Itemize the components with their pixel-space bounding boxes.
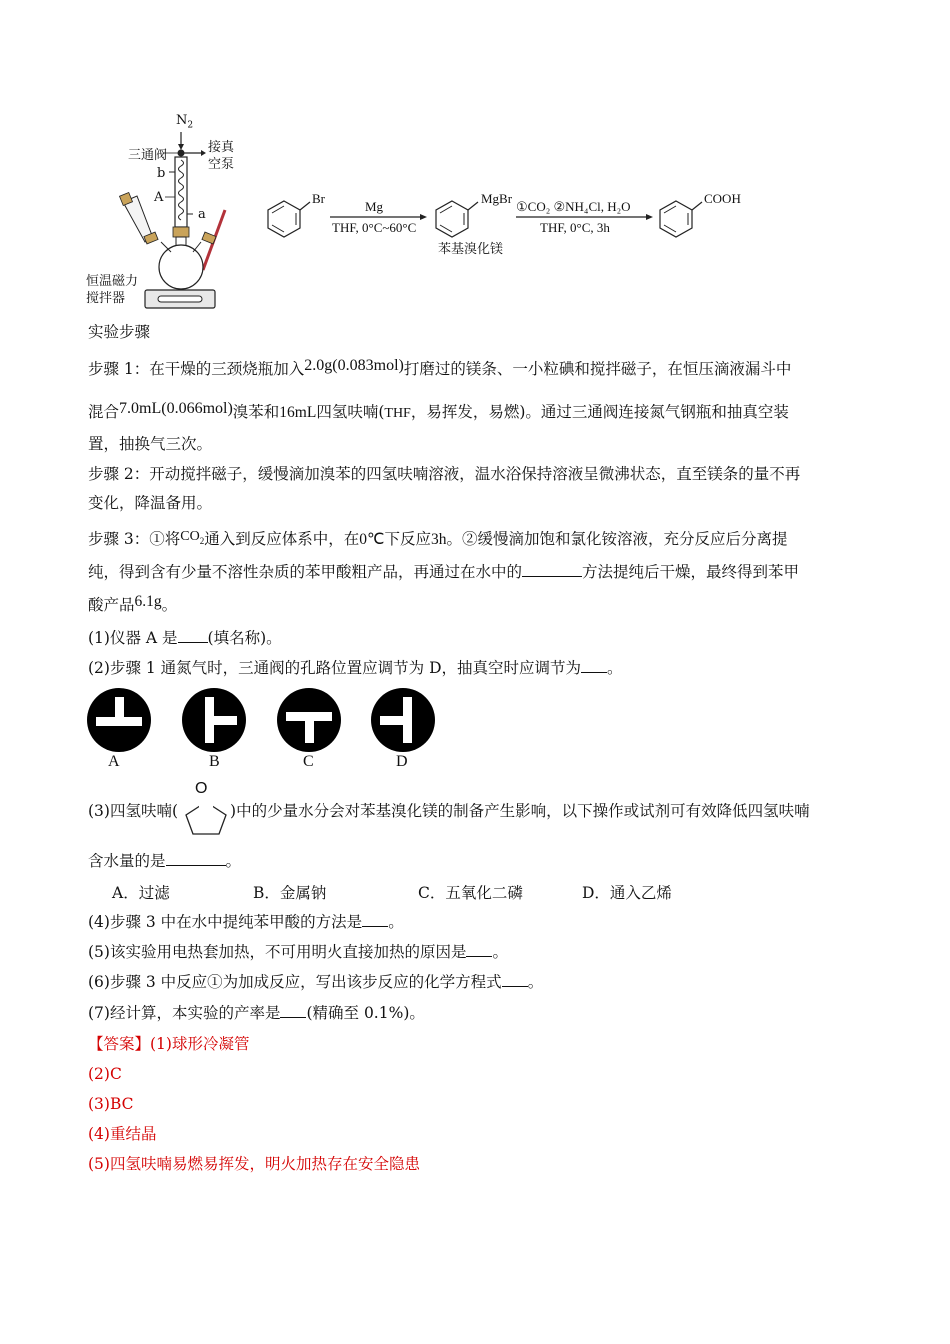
condition-1: THF, 0°C~60°C xyxy=(332,220,417,235)
intermediate-name: 苯基溴化镁 xyxy=(438,242,504,257)
step3-line2: 纯，得到含有少量不溶性杂质的苯甲酸粗产品，再通过在水中的 方法提纯后干燥，最终得到苯甲 xyxy=(88,563,800,581)
valve-option-d-icon xyxy=(370,687,436,753)
question-3-line2: 含水量的是 。 xyxy=(88,852,242,870)
n2-label: $N_2$ xyxy=(176,113,194,131)
step2-line1: 步骤 2：开动搅拌磁子，缓慢滴加溴苯的四氢呋喃溶液，温水浴保持溶液呈微沸状态，直至镁条的量不再 xyxy=(88,465,801,483)
question-7: (7)经计算，本实验的产率是 (精确至 0.1%)。 xyxy=(88,1004,425,1022)
option-a: A．过滤 xyxy=(112,884,170,902)
thf-oxygen-label: O xyxy=(195,780,208,797)
step1-line2: 混合7.0mL(0.066mol)溴苯和16mL四氢呋喃(THF，易挥发，易燃)。通过三通阀连接氮气钢瓶和抽真空装 xyxy=(88,400,789,421)
question-4: (4)步骤 3 中在水中提纯苯甲酸的方法是 。 xyxy=(88,913,404,931)
a-upper-label: A xyxy=(154,190,164,205)
option-b: B．金属钠 xyxy=(253,884,327,902)
step3-line1: 步骤 3：①将$CO_2$通入到反应体系中，在0℃下反应3h。②缓慢滴加饱和氯化铵溶液，充分反应后分离提 xyxy=(88,529,788,548)
steps-heading: 实验步骤 xyxy=(88,323,151,341)
answer-5: (5)四氢呋喃易燃易挥发，明火加热存在安全隐患 xyxy=(88,1155,420,1173)
b-label: b xyxy=(157,166,166,181)
step1-line3: 置，抽换气三次。 xyxy=(88,435,213,453)
stirrer-label-2: 搅拌器 xyxy=(86,291,126,306)
step2-line2: 变化，降温备用。 xyxy=(88,494,213,512)
a-lower-label: a xyxy=(198,207,206,222)
condition-2: THF, 0°C, 3h xyxy=(540,220,610,235)
step3-line3: 酸产品6.1g。 xyxy=(88,593,178,614)
valve-label-b: B xyxy=(209,753,220,770)
question-3-line1: (3)四氢呋喃( )中的少量水分会对苯基溴化镁的制备产生影响，以下操作或试剂可有效降低四氢呋喃 xyxy=(88,802,810,820)
vacuum-label-1: 接真 xyxy=(208,140,235,155)
br-label: Br xyxy=(312,191,325,206)
mgbr-label: MgBr xyxy=(481,191,513,206)
valve-label-a: A xyxy=(108,753,120,770)
valve-option-a-icon xyxy=(86,687,152,753)
valve-option-c-icon xyxy=(276,687,342,753)
option-d: D．通入乙烯 xyxy=(582,884,672,902)
valve-label-c: C xyxy=(303,753,314,770)
valve-label: 三通阀 xyxy=(128,148,168,163)
option-c: C．五氧化二磷 xyxy=(418,884,523,902)
vacuum-label-2: 空泵 xyxy=(208,157,235,172)
answer-4: (4)重结晶 xyxy=(88,1125,157,1143)
question-2: (2)步骤 1 通氮气时，三通阀的孔路位置应调节为 D，抽真空时应调节为 。 xyxy=(88,659,623,677)
answer-2: (2)C xyxy=(88,1065,122,1083)
question-1: (1)仪器 A 是 (填名称)。 xyxy=(88,629,282,647)
stirrer-label-1: 恒温磁力 xyxy=(86,274,139,289)
question-5: (5)该实验用电热套加热，不可用明火直接加热的原因是 。 xyxy=(88,943,508,961)
answer-3: (3)BC xyxy=(88,1095,134,1113)
step1-line1: 步骤 1：在干燥的三颈烧瓶加入2.0g(0.083mol)打磨过的镁条、一小粒碘和搅拌磁子，在恒压滴液漏斗中 xyxy=(88,357,792,378)
mg-label: Mg xyxy=(365,199,384,214)
cooh-label: COOH xyxy=(704,191,741,206)
valve-label-d: D xyxy=(396,753,408,770)
reagents-label: ①CO₂ ②NH₄Cl, H₂O xyxy=(516,199,631,214)
question-6: (6)步骤 3 中反应①为加成反应，写出该步反应的化学方程式 。 xyxy=(88,973,544,991)
valve-option-b-icon xyxy=(181,687,247,753)
answer-1: 【答案】(1)球形冷凝管 xyxy=(88,1035,250,1053)
